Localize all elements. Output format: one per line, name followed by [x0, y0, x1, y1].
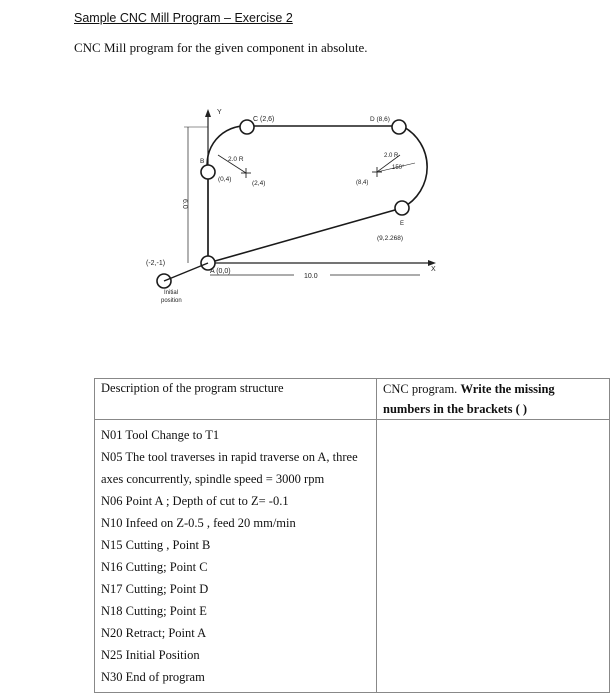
table-header-row	[95, 379, 610, 420]
header-cell-program	[377, 379, 610, 420]
tool-circle-e	[395, 201, 409, 215]
table-body-row	[95, 420, 610, 693]
tool-circle-b	[201, 165, 215, 179]
tool-circle-d	[392, 120, 406, 134]
header-cell-description	[95, 379, 377, 420]
point-d-label: D (8,6)	[370, 116, 390, 123]
page-subtitle: CNC Mill program for the given component in absolute.	[74, 40, 368, 55]
coord-e-label: (9,2.268)	[377, 235, 404, 242]
program-line: N20 Retract; Point A	[101, 626, 207, 640]
radius-left-label: 2.0 R	[228, 156, 244, 163]
start-point-label: (-2,-1)	[146, 260, 166, 267]
program-line: N15 Cutting , Point B	[101, 538, 211, 552]
point-a-label: A (0,0)	[210, 268, 231, 275]
initial-label-1: Initial	[164, 290, 179, 296]
angle-label: 150°	[392, 165, 405, 171]
dim-y-label: 6.0	[181, 199, 188, 209]
component-contour	[207, 126, 427, 263]
x-axis-label: X	[431, 266, 436, 273]
initial-label-2: position	[161, 298, 182, 304]
page-title: Sample CNC Mill Program – Exercise 2	[74, 11, 293, 25]
col2-header	[377, 379, 609, 419]
program-line: N30 End of program	[101, 670, 205, 684]
program-line: N05 The tool traverses in rapid traverse on A, three	[101, 450, 358, 464]
program-line: N16 Cutting; Point C	[101, 560, 208, 574]
approach-line	[164, 263, 208, 281]
answer-cell[interactable]	[377, 420, 610, 693]
radius-right-label: 2.0 R	[384, 153, 399, 159]
program-line: N25 Initial Position	[101, 648, 200, 662]
coord-84-label: (8,4)	[356, 180, 369, 186]
point-e-label: E	[400, 221, 405, 227]
point-b-label: B	[200, 158, 205, 165]
tool-circle-c	[240, 120, 254, 134]
col2-header-plain: CNC program.	[383, 382, 461, 396]
program-line: N10 Infeed on Z-0.5 , feed 20 mm/min	[101, 516, 296, 530]
y-axis-label: Y	[217, 109, 222, 116]
program-table	[94, 378, 610, 693]
coord-24-label: (2,4)	[252, 180, 266, 187]
point-c-label: C (2,6)	[253, 116, 275, 123]
description-cell	[95, 420, 377, 693]
dim-x-label: 10.0	[304, 273, 318, 280]
program-line: N17 Cutting; Point D	[101, 582, 209, 596]
component-drawing	[130, 95, 450, 315]
col2-header-bold: Write the missing numbers in the brackets ( )	[383, 382, 555, 416]
coord-04-label: (0,4)	[218, 176, 232, 183]
col1-header: Description of the program structure	[101, 381, 284, 395]
program-line: axes concurrently, spindle speed = 3000 rpm	[101, 472, 325, 486]
y-axis-arrow	[205, 109, 211, 117]
program-line: N18 Cutting; Point E	[101, 604, 207, 618]
program-line: N01 Tool Change to T1	[101, 428, 220, 442]
program-line: N06 Point A ; Depth of cut to Z= -0.1	[101, 494, 289, 508]
